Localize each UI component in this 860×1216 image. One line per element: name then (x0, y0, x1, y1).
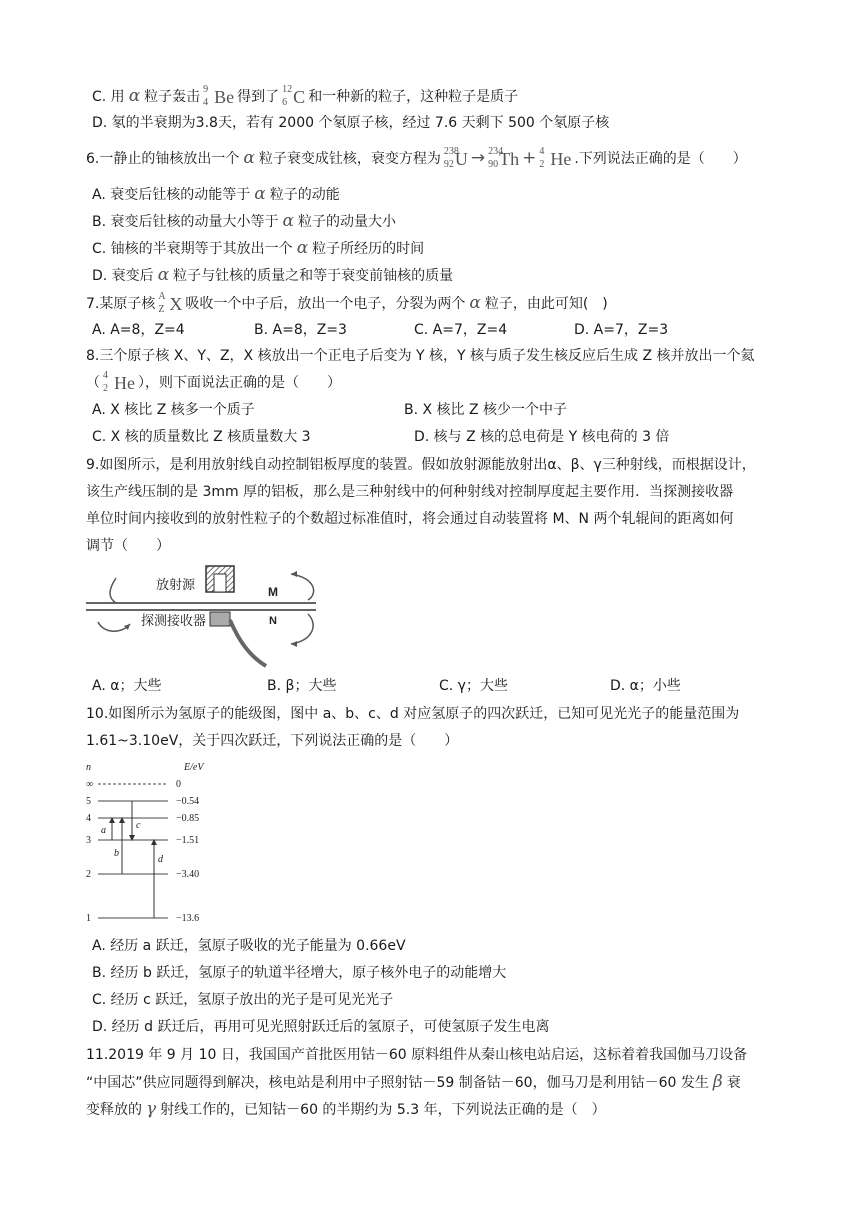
source-label: 放射源 (156, 577, 196, 592)
question-9-line4: 调节（ ） (86, 538, 170, 554)
rolling-mill-diagram (86, 564, 326, 676)
nuclide-u: 238 92 U (443, 146, 468, 170)
svg-text:−0.85: −0.85 (176, 813, 200, 824)
svg-text:−13.6: −13.6 (176, 913, 200, 924)
nuclide-he: 4 2 He (539, 146, 572, 170)
gamma-symbol: γ (146, 1099, 157, 1119)
option-a-q6: A. 衰变后钍核的动能等于 α 粒子的动能 (92, 184, 340, 204)
option-a-q8: A. X 核比 Z 核多一个质子 (92, 402, 255, 418)
nuclide-x: A Z X (158, 291, 183, 315)
question-7: 7.某原子核 A Z X 吸收一个中子后，放出一个电子，分裂为两个 α 粒子，由此可知( ) (86, 291, 608, 315)
question-9-line1: 9.如图所示，是利用放射线自动控制铝板厚度的装置。假如放射源能放射出α、β、γ三种射线，而根据设计， (86, 457, 756, 473)
question-6: 6.一静止的铀核放出一个 α 粒子衰变成钍核，衰变方程为 238 92 U → 234 90 Th + 4 2 He .下列说法正确的是（ ） (86, 146, 747, 170)
svg-text:d: d (158, 854, 163, 865)
question-11-line2: “中国芯”供应同题得到解决，核电站是利用中子照射钴－59 制备钴－60，伽马刀是利用钴－60 发生 β 衰 (86, 1072, 741, 1092)
option-c-q10: C. 经历 c 跃迁，氢原子放出的光子是可见光光子 (92, 992, 394, 1008)
question-9-line2: 该生产线压制的是 3mm 厚的铝板，那么是三种射线中的何种射线对控制厚度起主要作用．当探测接收器 (86, 484, 734, 500)
beta-symbol: β (712, 1072, 723, 1092)
option-c-q7: C. A=7，Z=4 (414, 322, 508, 338)
energy-level-diagram (84, 760, 224, 930)
text: 得到了 (237, 89, 280, 105)
question-8-line1: 8.三个原子核 X、Y、Z，X 核放出一个正电子后变为 Y 核，Y 核与质子发生核反应后生成 Z 核并放出一个氦 (86, 348, 755, 364)
option-b-q8: B. X 核比 Z 核少一个中子 (404, 402, 568, 418)
alpha-symbol: α (243, 148, 255, 168)
svg-text:1: 1 (86, 913, 91, 924)
nuclide-c: 12 6 C (282, 84, 306, 108)
question-9-line3: 单位时间内接收到的放射性粒子的个数超过标准值时，将会通过自动装置将 M、N 两个轧辊间的距离如何 (86, 511, 734, 527)
question-11-line1: 11.2019 年 9 月 10 日，我国国产首批医用钴－60 原料组件从秦山核电站启运，这标着着我国伽马刀设备 (86, 1047, 748, 1063)
option-d-q10: D. 经历 d 跃迁后，再用可见光照射跃迁后的氢原子，可使氢原子发生电离 (92, 1019, 550, 1035)
option-a-q9: A. α；大些 (92, 678, 162, 694)
option-d-q9: D. α；小些 (610, 678, 681, 694)
svg-text:−0.54: −0.54 (176, 796, 200, 807)
svg-text:c: c (136, 820, 141, 831)
energy-axis-label: E/eV (184, 762, 204, 773)
nuclide-th: 234 90 Th (488, 146, 520, 170)
roller-arrow-icon (291, 614, 313, 644)
option-b-q7: B. A=8，Z=3 (254, 322, 347, 338)
text: 粒子轰击 (144, 89, 201, 105)
svg-text:−3.40: −3.40 (176, 869, 200, 880)
option-c-q8: C. X 核的质量数比 Z 核质量数大 3 (92, 429, 311, 445)
detector-label: 探测接收器 (141, 613, 207, 628)
svg-text:b: b (114, 848, 119, 859)
text: 和一种新的粒子，这种粒子是质子 (308, 89, 519, 105)
roller-arrow-icon (110, 578, 116, 603)
question-10-line2: 1.61~3.10eV，关于四次跃迁，下列说法正确的是（ ） (86, 733, 459, 749)
option-b-q6: B. 衰变后钍核的动量大小等于 α 粒子的动量大小 (92, 211, 396, 231)
svg-text:0: 0 (176, 779, 181, 790)
svg-text:4: 4 (86, 813, 91, 824)
option-d-q6: D. 衰变后 α 粒子与钍核的质量之和等于衰变前铀核的质量 (92, 265, 454, 285)
option-a-q10: A. 经历 a 跃迁，氢原子吸收的光子能量为 0.66eV (92, 938, 406, 954)
svg-text:2: 2 (86, 869, 91, 880)
option-c-q6: C. 铀核的半衰期等于其放出一个 α 粒子所经历的时间 (92, 238, 425, 258)
svg-text:∞: ∞ (86, 779, 94, 790)
svg-text:a: a (101, 825, 106, 836)
option-c-q9: C. γ；大些 (439, 678, 508, 694)
nuclide-he: 4 2 He (103, 370, 135, 394)
question-10-line1: 10.如图所示为氢原子的能级图，图中 a、b、c、d 对应氢原子的四次跃迁，已知可见光光子的能量范围为 (86, 706, 740, 722)
n-axis-label: n (86, 762, 91, 773)
nuclide-be: 9 4 Be (203, 84, 235, 108)
n-label: N (269, 615, 277, 627)
alpha-symbol: α (128, 86, 141, 106)
svg-text:3: 3 (86, 835, 91, 846)
option-a-q7: A. A=8，Z=4 (92, 322, 185, 338)
svg-text:5: 5 (86, 796, 91, 807)
text: C. 用 (92, 89, 125, 105)
roller-arrow-icon (291, 574, 314, 600)
svg-text:−1.51: −1.51 (176, 835, 200, 846)
option-d-q5: D. 氡的半衰期为3.8天，若有 2000 个氡原子核，经过 7.6 天剩下 500 个氡原子核 (92, 115, 610, 131)
detector-box (210, 612, 230, 626)
m-label: M (268, 585, 278, 599)
option-b-q9: B. β；大些 (267, 678, 337, 694)
option-c-q5 (92, 86, 518, 107)
option-d-q8: D. 核与 Z 核的总电荷是 Y 核电荷的 3 倍 (414, 429, 670, 445)
option-d-q7: D. A=7，Z=3 (574, 322, 669, 338)
option-b-q10: B. 经历 b 跃迁，氢原子的轨道半径增大，原子核外电子的动能增大 (92, 965, 507, 981)
question-11-line3: 变释放的 γ 射线工作的，已知钴－60 的半期约为 5.3 年，下列说法正确的是（ ） (86, 1099, 606, 1119)
question-8-line2: （ 4 2 He ），则下面说法正确的是（ ） (86, 370, 341, 394)
detector-cable (230, 620, 266, 666)
